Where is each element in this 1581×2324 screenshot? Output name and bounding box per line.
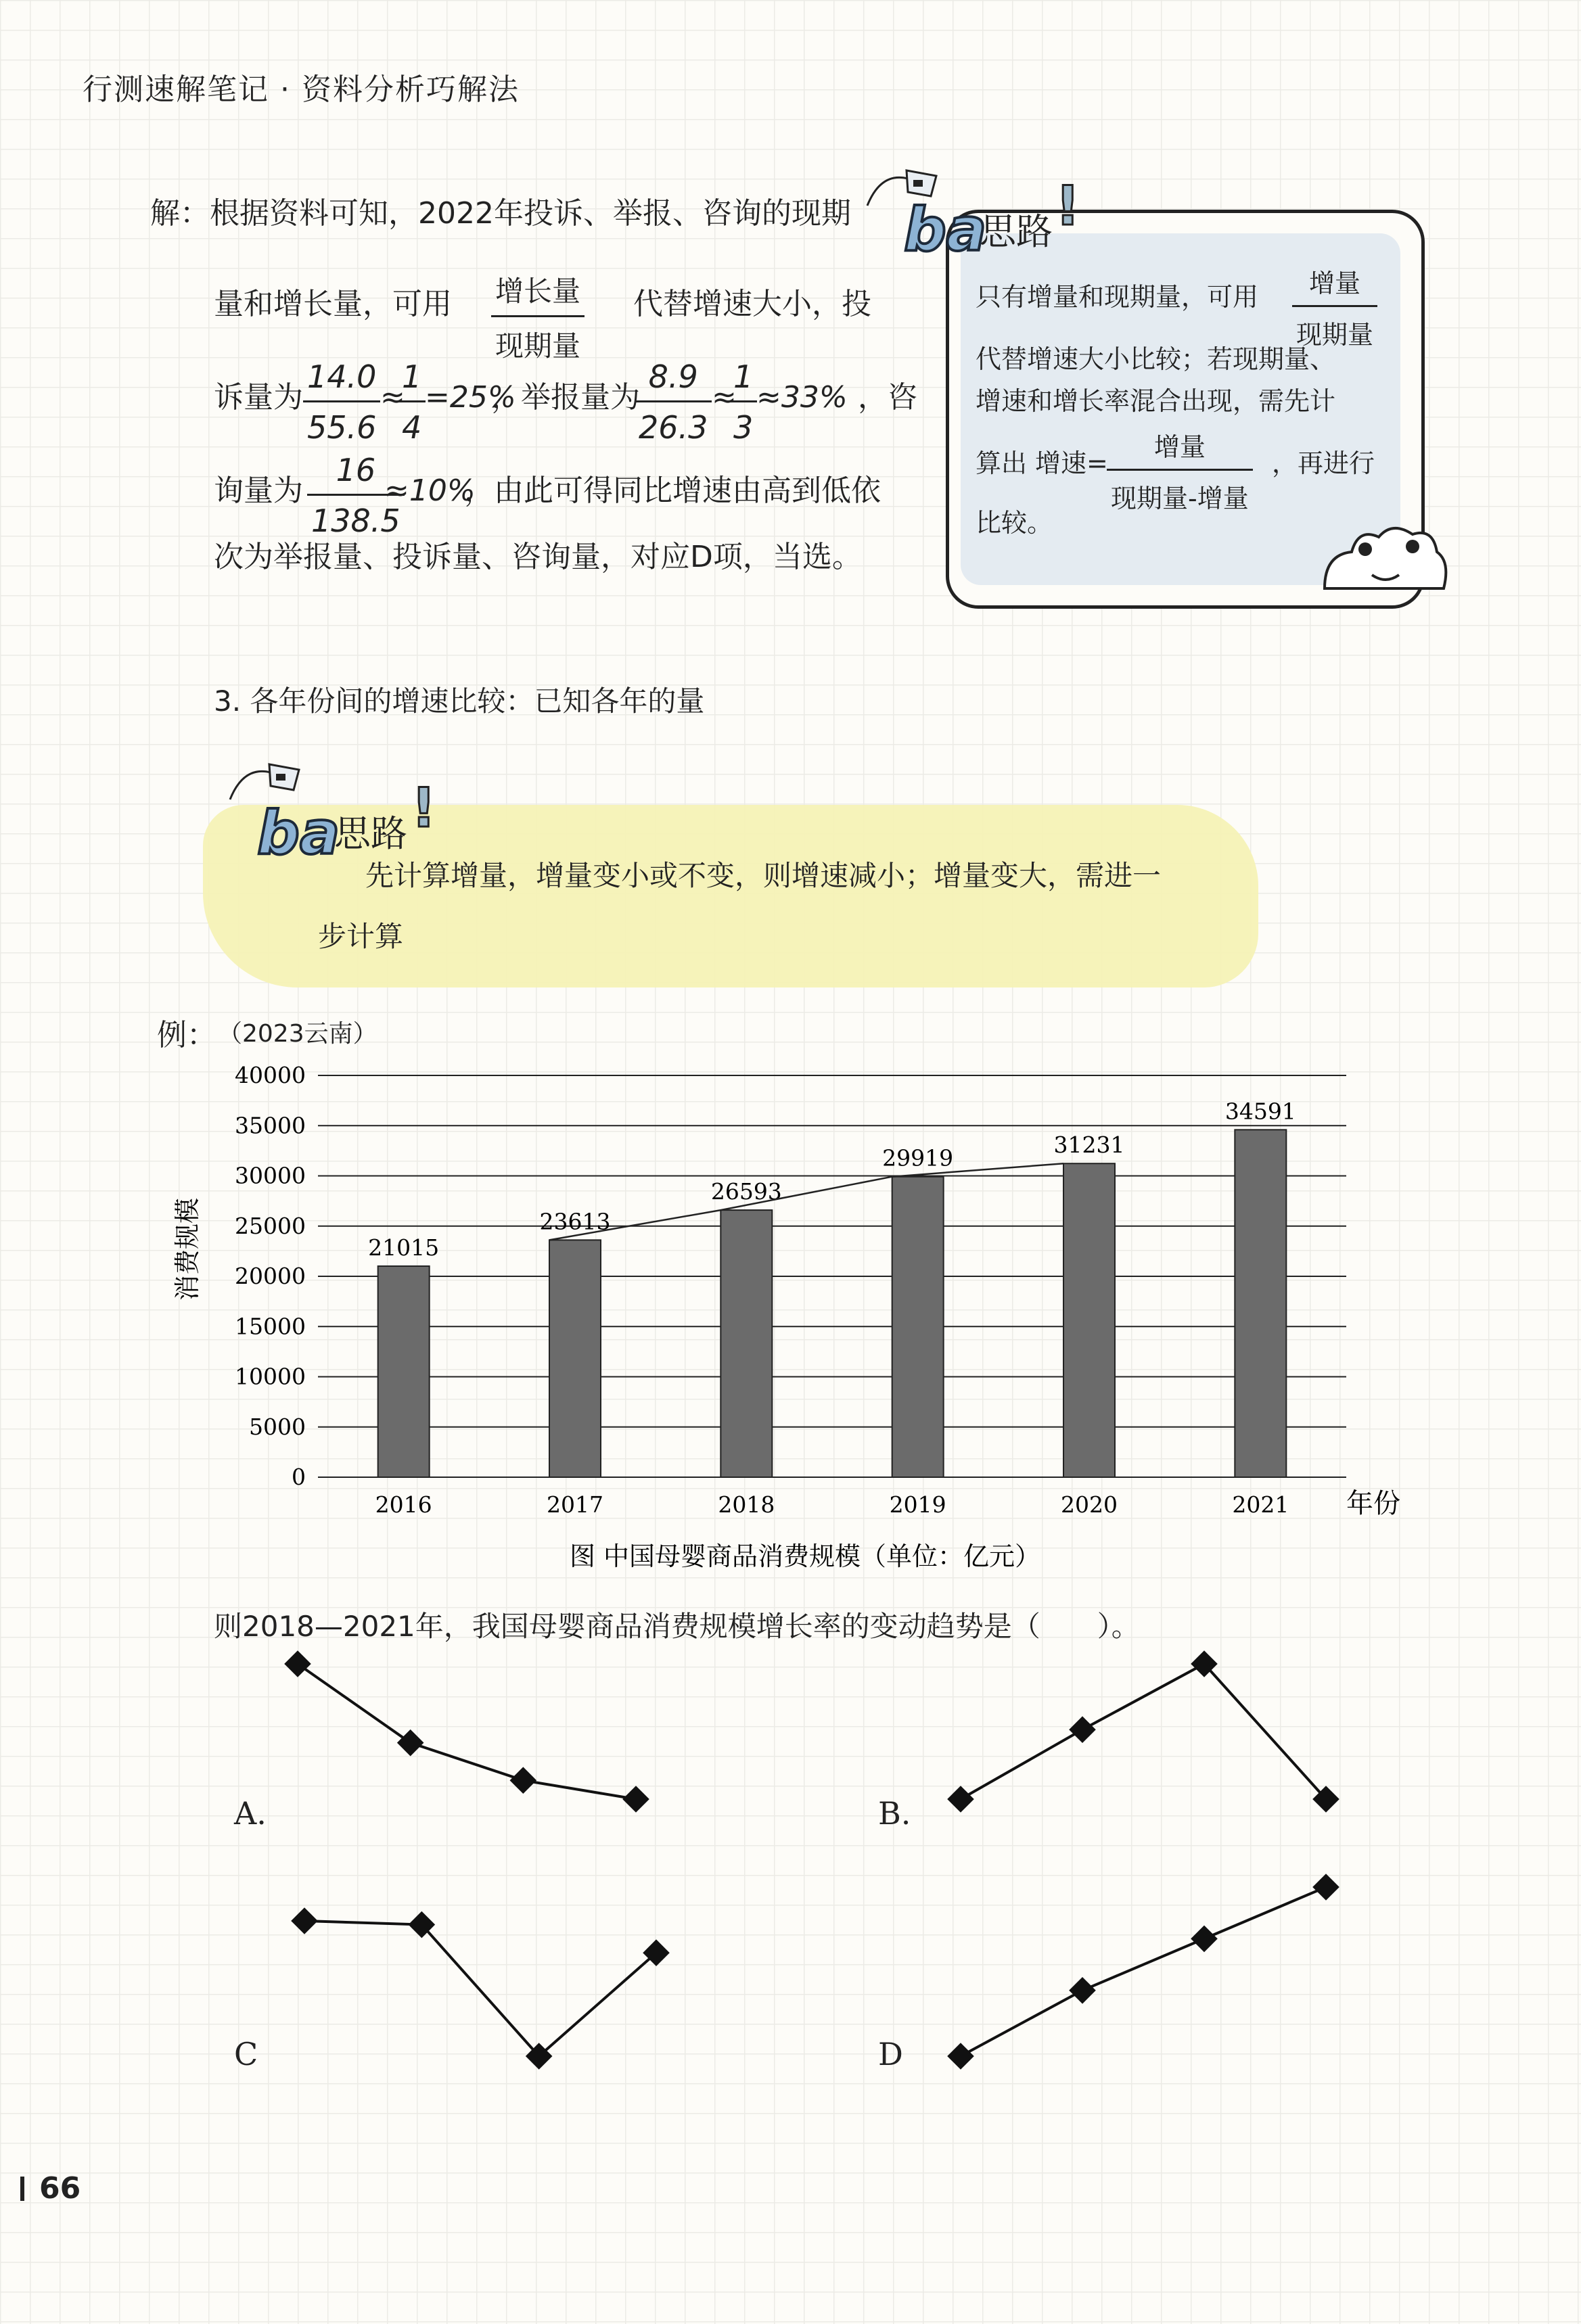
tip-1-frac2-den: 现期量-增量 [1111, 484, 1249, 513]
consult-result: ≈10% [384, 473, 476, 508]
approx-sign-1: ≈ [380, 380, 405, 415]
option-trend-line [304, 1921, 656, 2056]
y-tick-label: 0 [292, 1464, 306, 1490]
tip-1-frac1-den: 现期量 [1296, 320, 1374, 350]
x-tick-label: 2016 [375, 1491, 432, 1518]
solution-line-1: 解：根据资料可知，2022年投诉、举报、咨询的现期 [150, 196, 851, 231]
report-denominator: 26.3 [639, 409, 708, 446]
report-result: ≈33% [756, 380, 848, 415]
report-approx-denominator: 3 [733, 409, 754, 446]
option-point-marker [1191, 1926, 1218, 1953]
page-number [20, 2171, 81, 2206]
tip-2-line-2: 步计算 [318, 920, 404, 953]
y-tick-label: 30000 [235, 1162, 306, 1189]
consult-denominator: 138.5 [311, 503, 400, 539]
x-tick-label: 2018 [718, 1491, 775, 1518]
report-approx-numerator: 1 [729, 358, 757, 402]
option-point-marker [1069, 1716, 1096, 1743]
tip-1-line-4b: 增速= [1035, 448, 1108, 478]
growth-ratio-fraction [491, 269, 585, 365]
exclamation-icon: ! [1055, 175, 1080, 237]
tip-1-line-2: 代替增速大小比较；若现期量、 [976, 344, 1336, 374]
option-trend-line [961, 1664, 1326, 1799]
complaint-result: =25% [425, 380, 516, 415]
option-c-label[interactable]: C [234, 2036, 258, 2072]
solution-line-4b: ，由此可得同比增速由高到低依 [464, 473, 881, 508]
bar-chart [169, 1055, 1421, 1583]
bar-value-label: 31231 [1053, 1132, 1125, 1159]
y-tick-label: 20000 [235, 1263, 306, 1289]
option-b-chart[interactable] [934, 1637, 1353, 1826]
y-axis-label: 消费规模 [173, 1197, 202, 1301]
x-axis-label: 年份 [1346, 1488, 1400, 1519]
bar-value-label: 23613 [539, 1208, 611, 1235]
tip-1-title: 思路 [980, 210, 1053, 253]
solution-line-3a: 诉量为 [214, 380, 303, 415]
solution-line-2a: 量和增长量，可用 [214, 287, 452, 321]
complaint-fraction [303, 358, 380, 446]
solution-line-3b: ，举报量为 [491, 380, 640, 415]
section-3-heading: 3. 各年份间的增速比较：已知各年的量 [214, 684, 705, 718]
option-point-marker [947, 1786, 974, 1813]
complaint-approx-numerator: 1 [398, 358, 426, 402]
tip-2-line-1: 先计算增量，增量变小或不变，则增速减小；增量变大，需进一 [365, 859, 1162, 892]
solution-line-2b: 代替增速大小，投 [633, 287, 871, 321]
tip-1-frac2-num: 增量 [1107, 426, 1253, 471]
option-point-marker [284, 1650, 311, 1677]
option-c-chart[interactable] [277, 1894, 683, 2083]
tip-1-line-4a: 算出 [976, 448, 1028, 478]
complaint-denominator: 55.6 [307, 409, 377, 446]
option-a-label[interactable]: A. [234, 1795, 267, 1832]
option-b-label[interactable]: B. [878, 1795, 911, 1832]
bar [892, 1177, 944, 1477]
complaint-approx-fraction [398, 358, 426, 446]
option-point-marker [397, 1729, 424, 1757]
option-trend-line [961, 1887, 1326, 2056]
question-text: 则2018—2021年，我国母婴商品消费规模增长率的变动趋势是（ ）。 [214, 1610, 1140, 1643]
tip-2-title: 思路 [334, 812, 407, 855]
tip-1-fraction-2 [1107, 426, 1253, 515]
x-tick-label: 2017 [547, 1491, 603, 1518]
tip-1-fraction-1 [1292, 262, 1377, 351]
tip-1-line-1: 只有增量和现期量，可用 [976, 282, 1259, 312]
option-point-marker [1312, 1874, 1339, 1901]
ba-logo-2: ba [257, 798, 340, 868]
bar-value-label: 29919 [882, 1144, 954, 1171]
option-d-chart[interactable] [934, 1860, 1353, 2083]
option-point-marker [510, 1767, 537, 1794]
option-d-label[interactable]: D [878, 2036, 903, 2072]
tip-1-line-4c: ，再进行 [1272, 448, 1375, 478]
option-point-marker [291, 1907, 318, 1934]
bar [549, 1240, 601, 1477]
ba-logo-1: ba [904, 195, 987, 264]
y-tick-label: 15000 [235, 1313, 306, 1340]
ratio-numerator: 增长量 [491, 269, 585, 317]
option-trend-line [298, 1664, 636, 1799]
report-approx-fraction [729, 358, 757, 446]
option-point-marker [947, 2043, 974, 2070]
x-tick-label: 2021 [1232, 1491, 1289, 1518]
frog-mascot-icon [1318, 514, 1453, 602]
example-label: 例： [157, 1018, 216, 1052]
bar-value-label: 26593 [710, 1178, 782, 1205]
y-tick-label: 40000 [235, 1062, 306, 1088]
approx-sign-2: ≈ [712, 380, 737, 415]
option-a-chart[interactable] [271, 1637, 663, 1826]
bar [1235, 1130, 1286, 1477]
chart-caption: 图 中国母婴商品消费规模（单位：亿元） [569, 1541, 1041, 1571]
consult-numerator: 16 [307, 452, 405, 496]
bar [720, 1210, 772, 1477]
page-number-text: 66 [39, 2171, 81, 2206]
tip-1-line-5: 比较。 [976, 508, 1053, 538]
y-tick-label: 10000 [235, 1363, 306, 1390]
complaint-numerator: 14.0 [303, 358, 380, 402]
tip-1-frac1-num: 增量 [1292, 262, 1377, 307]
complaint-approx-denominator: 4 [402, 409, 422, 446]
example-source: （2023云南） [218, 1020, 377, 1048]
bar-value-label: 34591 [1224, 1098, 1296, 1125]
y-tick-label: 5000 [249, 1413, 306, 1440]
exclamation-icon: ! [411, 776, 436, 839]
x-tick-label: 2020 [1061, 1491, 1118, 1518]
page-number-rule [20, 2177, 24, 2201]
y-tick-label: 35000 [235, 1112, 306, 1139]
solution-line-3c: ，咨 [858, 380, 917, 415]
ratio-denominator: 现期量 [495, 329, 581, 363]
tip-1-line-3: 增速和增长率混合出现，需先计 [976, 386, 1336, 416]
solution-line-5: 次为举报量、投诉量、咨询量，对应D项，当选。 [214, 540, 862, 574]
bar [1063, 1163, 1115, 1477]
report-fraction [635, 358, 712, 446]
y-tick-label: 25000 [235, 1212, 306, 1239]
bar [378, 1266, 430, 1477]
bar-value-label: 21015 [368, 1234, 440, 1261]
x-tick-label: 2019 [889, 1491, 946, 1518]
report-numerator: 8.9 [635, 358, 712, 402]
solution-line-4a: 询量为 [214, 473, 303, 508]
option-point-marker [622, 1786, 649, 1813]
running-head: 行测速解笔记 · 资料分析巧解法 [83, 72, 520, 107]
trend-annotation-line [549, 1163, 1063, 1240]
option-point-marker [1069, 1977, 1096, 2004]
